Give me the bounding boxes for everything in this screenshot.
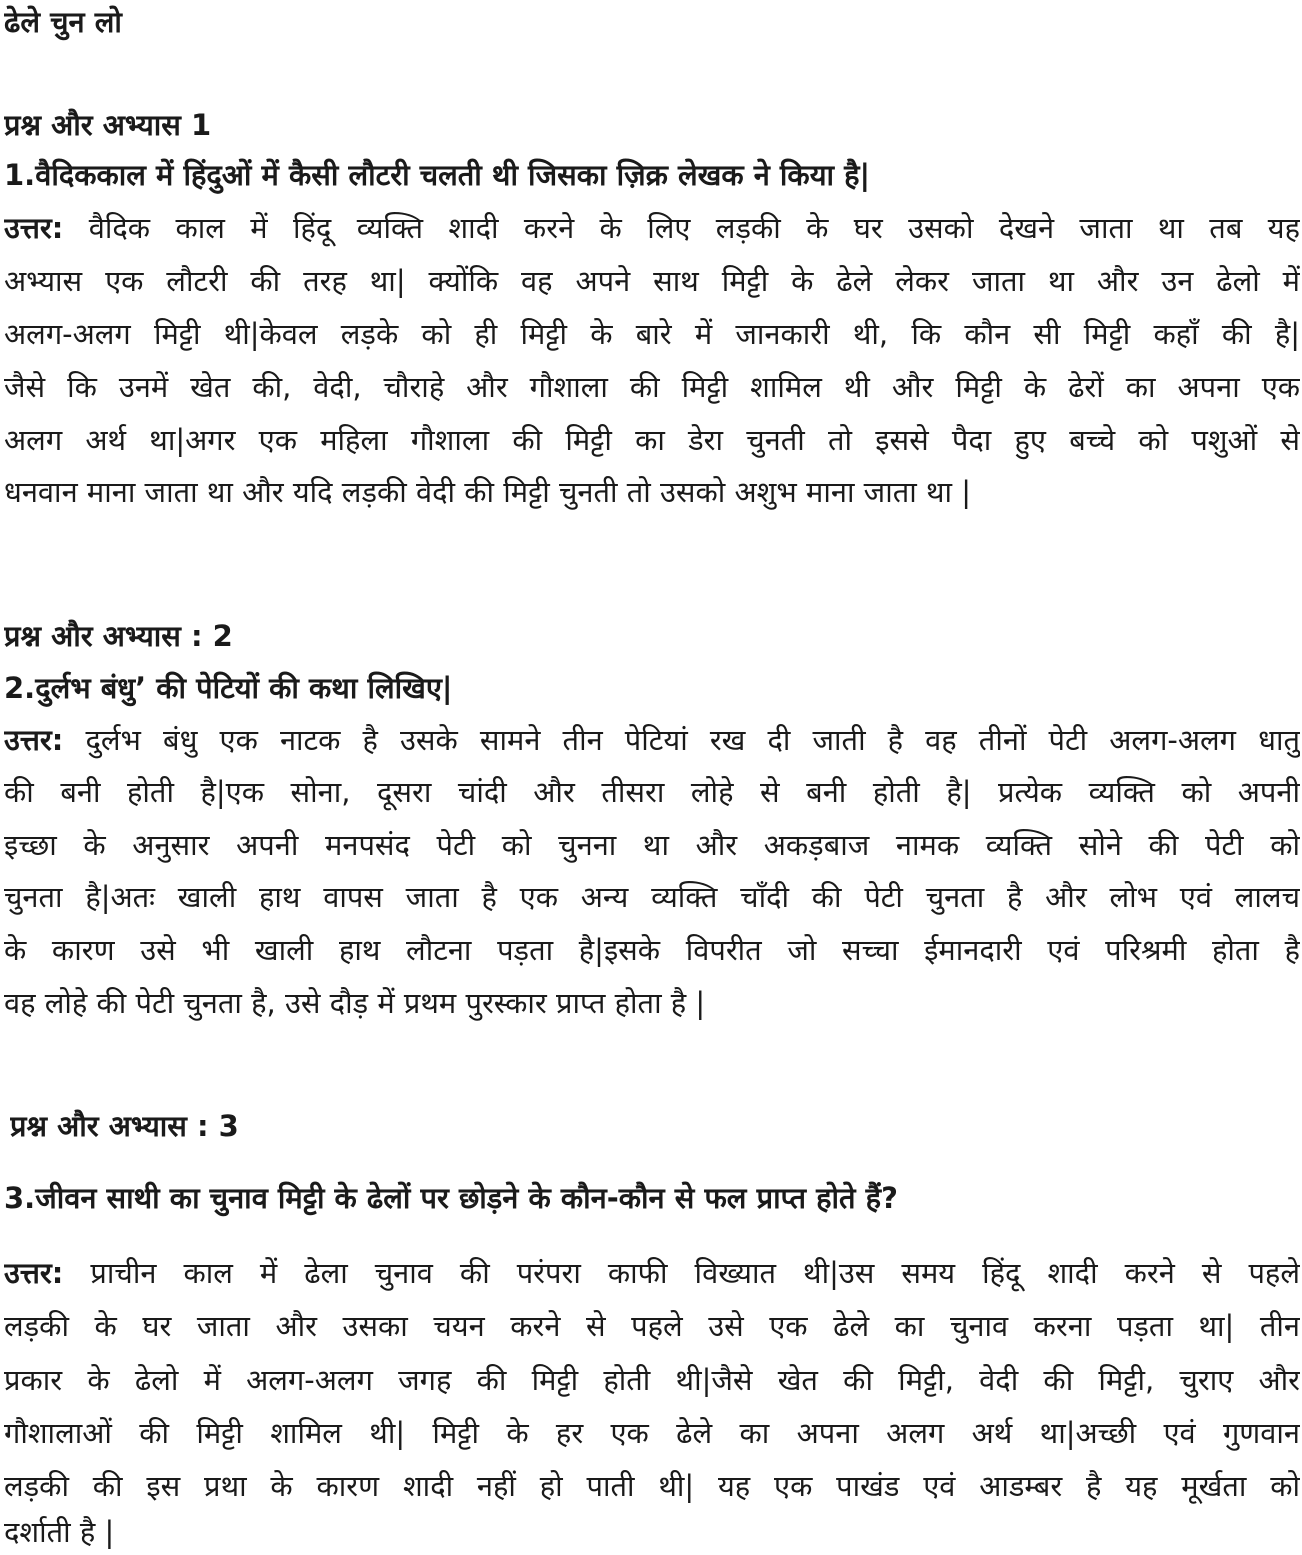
section-3-answer-text: प्राचीन काल में ढेला चुनाव की परंपरा काफी विख्यात थी|उस समय हिंदू शादी करने से पहले <box>63 1256 1300 1290</box>
section-2-answer-label: उत्तर: <box>4 723 64 757</box>
section-2-answer-line-2: की बनी होती है|एक सोना, दूसरा चांदी और तीसरा लोहे से बनी होती है| प्रत्येक व्यक्ति को अपनी <box>4 775 1300 809</box>
section-3-answer-line-3: प्रकार के ढेलो में अलग-अलग जगह की मिट्टी होती थी|जैसे खेत की मिट्टी, वेदी की मिट्टी, चुराए और <box>4 1363 1300 1397</box>
section-1-heading: प्रश्न और अभ्यास 1 <box>4 108 212 142</box>
section-3-heading: प्रश्न और अभ्यास : 3 <box>10 1109 239 1143</box>
section-2-answer-line-4: चुनता है|अतः खाली हाथ वापस जाता है एक अन्य व्यक्ति चाँदी की पेटी चुनता है और लोभ एवं लालच <box>4 880 1300 914</box>
page-title: ढेले चुन लो <box>4 5 122 39</box>
section-3-answer-line-4: गौशालाओं की मिट्टी शामिल थी| मिट्टी के हर एक ढेले का अपना अलग अर्थ था|अच्छी एवं गुणवान <box>4 1416 1300 1450</box>
section-3-question: 3.जीवन साथी का चुनाव मिट्टी के ढेलों पर छोड़ने के कौन-कौन से फल प्राप्त होते हैं? <box>4 1181 898 1215</box>
section-3-answer-line-1 <box>4 1253 1300 1293</box>
section-1-answer-line-4: जैसे कि उनमें खेत की, वेदी, चौराहे और गौशाला की मिट्टी शामिल थी और मिट्टी के ढेरों का अपना एक <box>4 370 1300 404</box>
section-2-answer-line-3: इच्छा के अनुसार अपनी मनपसंद पेटी को चुनना था और अकड़बाज नामक व्यक्ति सोने की पेटी को <box>4 828 1300 862</box>
section-1-answer-line-5: अलग अर्थ था|अगर एक महिला गौशाला की मिट्टी का डेरा चुनती तो इससे पैदा हुए बच्चे को पशुओं से <box>4 423 1300 457</box>
section-1-answer-line-2: अभ्यास एक लौटरी की तरह था| क्योंकि वह अपने साथ मिट्टी के ढेले लेकर जाता था और उन ढेलो में <box>4 264 1300 298</box>
section-2-answer-line-5: के कारण उसे भी खाली हाथ लौटना पड़ता है|इसके विपरीत जो सच्चा ईमानदारी एवं परिश्रमी होता है <box>4 933 1300 967</box>
section-2-heading: प्रश्न और अभ्यास : 2 <box>4 619 233 653</box>
section-2-answer-line-1 <box>4 720 1300 760</box>
section-1-question: 1.वैदिककाल में हिंदुओं में कैसी लौटरी चलती थी जिसका ज़िक्र लेखक ने किया है| <box>4 158 871 192</box>
section-3-answer-line-5: लड़की की इस प्रथा के कारण शादी नहीं हो पाती थी| यह एक पाखंड एवं आडम्बर है यह मूर्खता को <box>4 1469 1300 1503</box>
section-1-answer-line-3: अलग-अलग मिट्टी थी|केवल लड़के को ही मिट्टी के बारे में जानकारी थी, कि कौन सी मिट्टी कहाँ की है| <box>4 317 1300 351</box>
section-2-question: 2.दुर्लभ बंधु’ की पेटियों की कथा लिखिए| <box>4 671 453 705</box>
section-3-answer-line-6: दर्शाती है | <box>4 1515 115 1549</box>
section-1-answer-line-1 <box>4 208 1300 248</box>
section-1-answer-text: वैदिक काल में हिंदू व्यक्ति शादी करने के लिए लड़की के घर उसको देखने जाता था तब यह <box>63 211 1300 245</box>
section-2-answer-text: दुर्लभ बंधु एक नाटक है उसके सामने तीन पेटियां रख दी जाती है वह तीनों पेटी अलग-अलग धातु <box>63 723 1300 757</box>
section-3-answer-line-2: लड़की के घर जाता और उसका चयन करने से पहले उसे एक ढेले का चुनाव करना पड़ता था| तीन <box>4 1309 1300 1343</box>
section-1-answer-line-6: धनवान माना जाता था और यदि लड़की वेदी की मिट्टी चुनती तो उसको अशुभ माना जाता था | <box>4 475 971 509</box>
section-2-answer-line-6: वह लोहे की पेटी चुनता है, उसे दौड़ में प्रथम पुरस्कार प्राप्त होता है | <box>4 986 706 1020</box>
section-3-answer-label: उत्तर: <box>4 1256 64 1290</box>
section-1-answer-label: उत्तर: <box>4 211 64 245</box>
